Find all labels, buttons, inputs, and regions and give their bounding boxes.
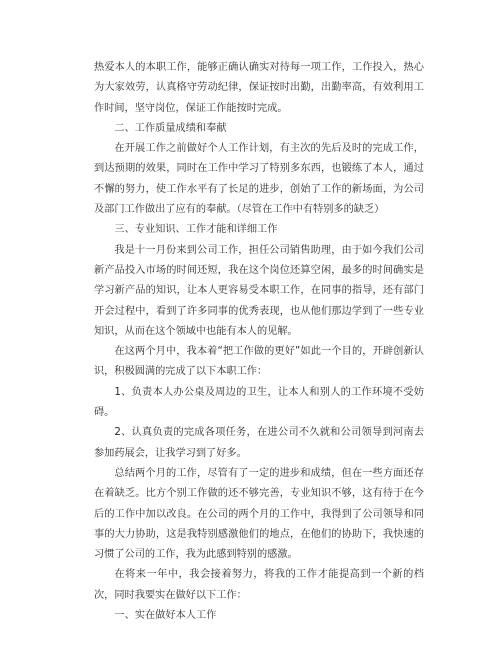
section-heading-quality: 二、工作质量成绩和奉献 — [114, 122, 227, 134]
paragraph-summary: 总结两个月的工作，尽管有了一定的进步和成绩，但在一些方面还存在着缺乏。比方个别工作做的还不够完善，专业知识不够，这有待于在今后的工作中加以改良。在公司的两个月的工作中，我得到了公司领导和同事的大力协助，这是我特别感激他们的地点，在他们的协助下，我快速的习惯了公司的工作，我为此感到特别的感激。 — [94, 467, 424, 561]
list-item-1: 1、负责本人办公桌及周边的卫生，让本人和别人的工作环境不受妨碍。 — [94, 386, 424, 419]
section-heading-knowledge: 三、专业知识、工作才能和详细工作 — [114, 224, 278, 236]
document-body — [94, 58, 424, 626]
paragraph-work-quality: 在开展工作之前做好个人工作计划，有主次的先后及时的完成工作，到达预期的效果，同时在工作中学习了特别多东西，也锻练了本人，通过不懈的努力，使工作水平有了长足的进步，创始了工作的新场面，为公司及部门工作做出了应有的奉献。（尽管在工作中有特别多的缺乏） — [94, 143, 424, 216]
paragraph-two-months: 在这两个月中，我本着“把工作做的更好”如此一个目的，开辟创新认识，积极圆满的完成了以下本职工作： — [94, 346, 424, 378]
list-item-2: 2、认真负责的完成各项任务，在进公司不久就和公司领导到河南去参加药展会，让我学习到了好多。 — [94, 427, 424, 459]
paragraph-future: 在将来一年中，我会接着努力，将我的工作才能提高到一个新的档次，同时我要实在做好以下工作： — [94, 569, 424, 601]
paragraph-sales-assistant: 我是十一月份来到公司工作，担任公司销售助理，由于如今我们公司新产品投入市场的时间还短，我在这个岗位还算空闲，最多的时间确实是学习新产品的知识，让本人更容易受本职工作，在同事的指导，还有部门开会过程中，看到了许多同事的优秀表现，也从他们那边学到了一些专业知识，从而在这个领域中也能有本人的见解。 — [94, 244, 424, 337]
paragraph-work-attitude: 热爱本人的本职工作，能够正确认确实对待每一项工作，工作投入，热心为大家效劳，认真格守劳动纪律，保证按时出勤，出勤率高，有效利用工作时间，坚守岗位，保证工作能按时完成。 — [94, 62, 424, 114]
section-heading-do-work: 一、实在做好本人工作 — [114, 610, 217, 622]
